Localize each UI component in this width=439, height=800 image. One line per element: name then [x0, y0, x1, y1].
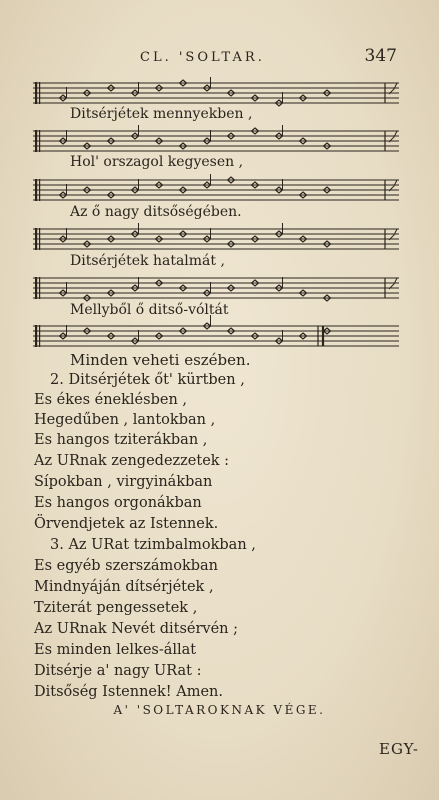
verse-line: Az URnak Nevét ditsérvén ; — [34, 621, 239, 637]
clef-mark — [39, 179, 40, 201]
page-header — [0, 46, 439, 68]
lyric-line-2: Hol' orszagol kegyesen , — [70, 154, 244, 170]
verse-line: 3. Az URat tzimbalmokban , — [50, 537, 256, 553]
verse-line: Sípokban , virgyinákban — [34, 474, 213, 490]
music-staff-3 — [33, 177, 399, 203]
page-number: 347 — [364, 46, 397, 66]
music-staff-5 — [33, 275, 399, 301]
clef-mark — [39, 228, 40, 250]
verse-line: Es ékes éneklésben , — [34, 392, 188, 408]
lyric-line-6: Minden veheti eszében. — [70, 351, 251, 369]
clef-mark — [35, 179, 37, 201]
verse-line: Es egyéb szerszámokban — [34, 558, 219, 574]
music-staff-6 — [33, 323, 399, 349]
verse-line: Az URnak zengedezzetek : — [34, 453, 230, 469]
catchword: EGY- — [379, 740, 419, 758]
clef-mark — [39, 82, 40, 104]
custos-mark — [389, 180, 397, 191]
verse-line: Es minden lelkes-állat — [34, 642, 197, 658]
verse-line: Ditsőség Istennek! Amen. — [34, 684, 223, 700]
clef-mark — [39, 325, 40, 347]
music-staff-4 — [33, 226, 399, 252]
music-staff-1 — [33, 80, 399, 106]
custos-mark — [389, 83, 397, 94]
verse-line: 2. Ditsérjétek őt' kürtben , — [50, 372, 245, 388]
lyric-line-1: Ditsérjétek mennyekben , — [70, 106, 253, 122]
verse-line: Örvendjetek az Istennek. — [34, 516, 219, 532]
custos-mark — [389, 131, 397, 142]
clef-mark — [35, 130, 37, 152]
lyric-line-4: Ditsérjétek hatalmát , — [70, 253, 225, 269]
lyric-line-5: Mellyből ő ditső-vóltát — [70, 302, 229, 318]
clef-mark — [39, 277, 40, 299]
clef-mark — [35, 325, 37, 347]
custos-mark — [389, 278, 397, 289]
clef-mark — [35, 228, 37, 250]
running-title: CL. 'SOLTAR. — [140, 50, 265, 65]
clef-mark — [39, 130, 40, 152]
verse-line: Es hangos orgonákban — [34, 495, 202, 511]
verse-line: Tziterát pengessetek , — [34, 600, 198, 616]
clef-mark — [35, 82, 37, 104]
custos-mark — [389, 229, 397, 240]
verse-line: Mindnyáján dítsérjétek , — [34, 579, 214, 595]
lyric-line-3: Az ő nagy ditsőségében. — [70, 204, 242, 220]
end-note: A' 'SOLTAROKNAK VÉGE. — [113, 703, 326, 717]
clef-mark — [35, 277, 37, 299]
music-staff-2 — [33, 128, 399, 154]
verse-line: Hegedűben , lantokban , — [34, 412, 216, 428]
verse-line: Ditsérje a' nagy URat : — [34, 663, 202, 679]
verse-line: Es hangos tziterákban , — [34, 432, 208, 448]
